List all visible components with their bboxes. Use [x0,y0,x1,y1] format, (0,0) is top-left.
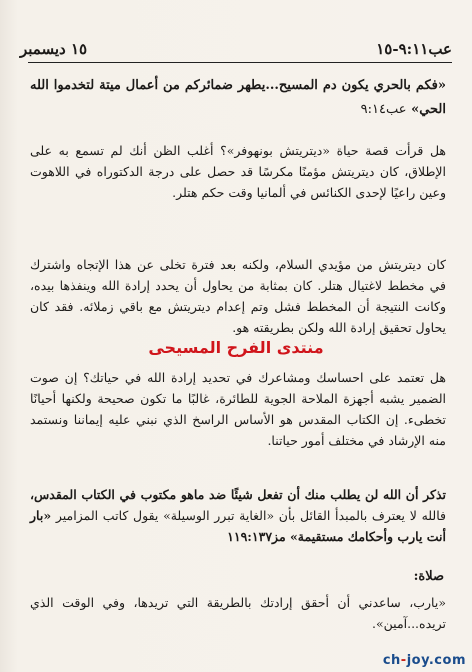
logo-part-2: joy.com [406,653,466,668]
psalm-quote: «بار أنت يارب وأحكامك مستقيمة» مز١١٩:١٣٧ [30,508,446,544]
paragraph-2: كان ديتريتش من مؤيدي السلام، ولكنه بعد فترة تخلى عن هذا الإتجاه واشترك في مخطط لاغتيال هتلر. كان بمثابة من يحاول أن يحدد إرادة الله وينفذها بيده، وكانت النتيجة أن المخطط فشل وتم إعدام ديتريتش مع باقي زملائه. فقد كان يحاول تحقيق إرادة الله ولكن بطريقته هو. [30,257,446,335]
paragraph-4-rest: فالله لا يعترف بالمبدأ القائل بأن «الغاية تبرر الوسيلة» يقول كاتب المزامير [55,508,446,523]
header-reference: عب٩:١١-١٥ [376,40,452,58]
site-logo [383,653,466,668]
forum-watermark: منتدى الفرح المسيحى [148,338,324,357]
prayer-text: «يارب، ساعدني أن أحقق إرادتك بالطريقة التي تريدها، وفي الوقت الذي تريده...آمين». [30,595,446,631]
paragraph-4 [30,484,446,547]
header-date: ١٥ ديسمبر [20,40,88,58]
verse-reference: عب٩:١٤ [360,102,407,117]
logo-part-1: ch [382,653,401,668]
paragraph-4-bold: تذكر أن الله لن يطلب منك أن تفعل شيئًا ضد ماهو مكتوب في الكتاب المقدس، [30,487,446,502]
page-header [20,36,452,58]
prayer-label: صلاة: [413,569,444,584]
paragraph-1: هل قرأت قصة حياة «ديتريتش بونهوفر»؟ أغلب الظن أنك لم تسمع به على الإطلاق، كان ديتريتش مؤمنًا مكرسًا قد حصل على درجة الدكتوراه في اللاهوت وعين راعيًا لإحدى الكنائس في ألمانيا وقت حكم هتلر. [30,143,446,200]
header-rule [28,62,452,63]
logo-separator: - [400,653,407,668]
verse-block [30,74,446,122]
verse-text: «فكم بالحري يكون دم المسيح...يطهر ضمائركم من أعمال ميتة لتخدموا الله الحي» [30,78,446,117]
paragraph-3: هل تعتمد على احساسك ومشاعرك في تحديد إرادة الله في حياتك؟ إن صوت الضمير يشبه أجهزة الملاحة الجوية للطائرة، غالبًا ما تكون صحيحة ولكنها أحيانًا تخطىء. إن الكتاب المقدس هو الأساس الراسخ الذي نبني عليه إيماننا ونستمد منه الإرشاد في مختلف أمور حياتنا. [30,370,446,448]
